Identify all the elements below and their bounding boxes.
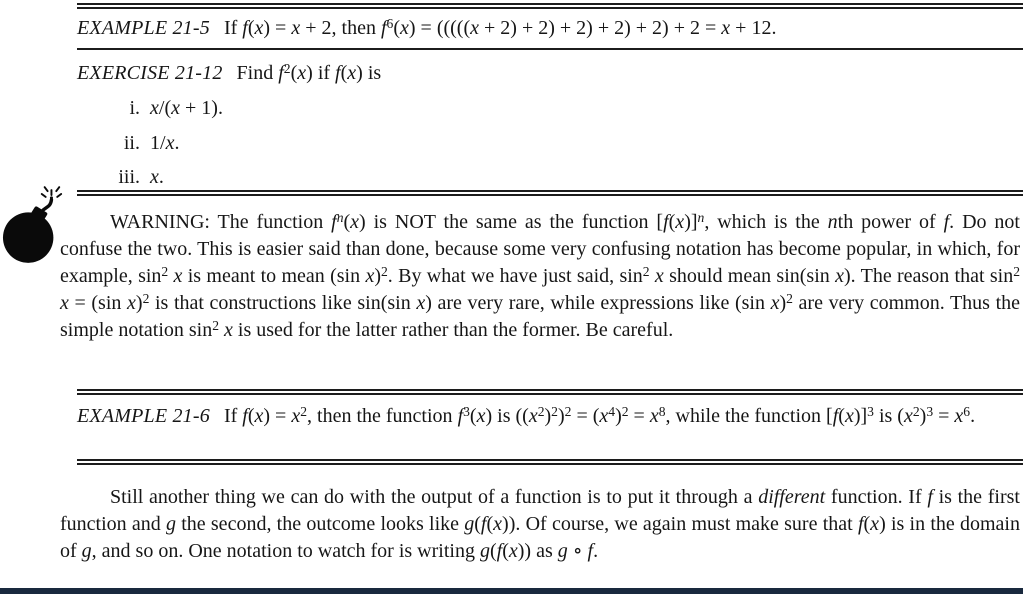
exercise-21-12-label: EXERCISE 21-12: [77, 62, 223, 84]
closing-paragraph: Still another thing we can do with the output of a function is to put it through a different function. If f is the first function and g the second, the outcome looks like g(f(x)). Of course, we again must make sure that f(x) is in the domain of g, and so on. One notation to watch for is writing g(f(x)) as g ∘ f.: [60, 486, 1020, 562]
rule-after-example-21-6: [77, 459, 1023, 465]
rule-after-exercise: [77, 190, 1023, 196]
example-21-6-body: If $f(x) = x^2$, then the function $f^3(x)$ is $((x^2)^2)^2 = (x^4)^2 = x^8$, while the function $[f(x)]^3$ is $(x^2)^3 = x^6$.: [223, 403, 976, 427]
exercise-item-iii-numeral: iii.: [118, 166, 140, 188]
exercise-item-ii-numeral: ii.: [123, 132, 140, 154]
exercise-21-12-block: [77, 60, 1019, 87]
exercise-item-iii-text: x.: [150, 166, 164, 188]
exercise-item-ii-text: 1/x.: [150, 132, 180, 154]
rule-before-example-21-6: [77, 389, 1023, 395]
example-21-5-body: If f(x) = x + 2, then $f^6(x) = (((((x + 2) + 2) + 2) + 2) + 2) + 2 = x + 12$.: [223, 15, 777, 39]
example-21-5-block: [77, 15, 1019, 42]
exercise-item-i-text: x/(x + 1).: [150, 97, 223, 119]
rule-after-example-21-5: [77, 48, 1023, 50]
bomb-icon: [2, 186, 66, 266]
example-21-6-block: [77, 403, 1019, 431]
exercise-item-i-numeral: i.: [129, 97, 140, 119]
exercise-item-iii: [77, 165, 164, 189]
exercise-item-i: [77, 96, 223, 120]
example-21-6-label: EXAMPLE 21-6: [77, 405, 210, 427]
exercise-21-12-body: Find $f^2(x)$ if f(x) is: [236, 60, 382, 84]
bottom-edge-bar: [0, 588, 1023, 594]
example-21-5-label: EXAMPLE 21-5: [77, 17, 210, 39]
exercise-item-ii: [77, 131, 179, 155]
rule-top-double: [77, 3, 1023, 9]
warning-paragraph: WARNING: The function $f^n(x)$ is NOT the same as the function $[f(x)]^n$, which is the nth power of f. Do not confuse the two. This is easier said than done, because some very confusing notation has become popular, in which, for example, $\sin^2 x$ is meant to mean (sin x)$^2$. By what we have just said, $\sin^2 x$ should mean sin(sin x). The reason that $\sin^2 x = (\sin$ x)$^2$ is that constructions like sin(sin x) are very rare, while expressions like (sin x)$^2$ are very common. Thus the simple notation $\sin^2 x$ is used for the latter rather than the former. Be careful.: [60, 209, 1021, 341]
